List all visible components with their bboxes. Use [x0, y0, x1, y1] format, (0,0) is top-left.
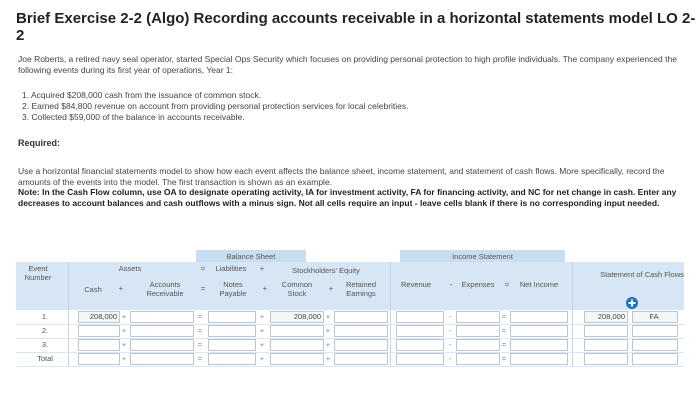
expenses-input[interactable] — [456, 311, 500, 323]
minus-operator: - — [448, 312, 452, 321]
instructions-text: Use a horizontal financial statements model to show how each event affects the balance sheet, income statement, and statement of cash flows. More specifically, record the amounts of the events into the model. The first transaction is shown as an example. — [18, 166, 665, 187]
expenses-input[interactable] — [456, 325, 500, 337]
accounts-receivable-input[interactable] — [130, 325, 194, 337]
equals-operator: = — [501, 354, 507, 363]
event-item-1: 1. Acquired $208,000 cash from the issuance of common stock. — [22, 90, 262, 100]
retained-earnings-input[interactable] — [334, 325, 388, 337]
equals-operator: = — [197, 354, 203, 363]
accounts-receivable-total-input[interactable] — [130, 353, 194, 365]
plus-operator: + — [325, 354, 331, 363]
page-title: Brief Exercise 2-2 (Algo) Recording accounts receivable in a horizontal statements model LO 2-2 — [16, 10, 696, 44]
plus-operator: + — [262, 284, 268, 293]
instructions — [18, 166, 690, 208]
cash-total-input[interactable] — [78, 353, 120, 365]
equals-operator: = — [501, 326, 507, 335]
equals-operator: = — [197, 340, 203, 349]
common-stock-total-input[interactable] — [270, 353, 324, 365]
minus-operator: - — [449, 280, 453, 289]
minus-operator: - — [448, 354, 452, 363]
cash-flow-activity-total-input[interactable] — [632, 353, 678, 365]
event-item-2: 2. Earned $84,800 revenue on account from providing personal protection services for local celebrities. — [22, 101, 409, 111]
notes-payable-input[interactable] — [208, 325, 256, 337]
equals-operator: = — [200, 264, 206, 273]
notes-payable-input[interactable] — [208, 311, 256, 323]
accounts-receivable-header: Accounts Receivable — [146, 280, 184, 298]
expenses-input[interactable] — [456, 339, 500, 351]
stockholders-equity-header: Stockholders' Equity — [292, 266, 360, 275]
event-number: 3. — [41, 340, 49, 349]
accounts-receivable-input[interactable] — [130, 339, 194, 351]
net-income-input[interactable] — [510, 325, 568, 337]
note-text: Note: In the Cash Flow column, use OA to designate operating activity, IA for investment activity, FA for financing activity, and NC for net change in cash. Enter any decreases to account balances and cash outflows with a minus sign. Not all cells require an input - leave cells blank if there is no corresponding input needed. — [18, 187, 677, 208]
net-income-header: Net Income — [519, 280, 559, 289]
plus-operator: + — [325, 326, 331, 335]
minus-operator: - — [448, 326, 452, 335]
retained-earnings-input[interactable] — [334, 311, 388, 323]
plus-operator: + — [121, 354, 127, 363]
event-number: 1. — [41, 312, 49, 321]
plus-operator: + — [121, 326, 127, 335]
income-statement-header: Income Statement — [400, 250, 565, 262]
event-number: Total — [37, 354, 53, 363]
net-income-input[interactable] — [510, 339, 568, 351]
common-stock-input[interactable] — [270, 339, 324, 351]
revenue-input[interactable] — [396, 339, 444, 351]
equals-operator: = — [501, 312, 507, 321]
equals-operator: = — [200, 284, 206, 293]
revenue-input[interactable] — [396, 311, 444, 323]
equals-operator: = — [197, 312, 203, 321]
event-list — [22, 90, 409, 123]
revenue-header: Revenue — [400, 280, 432, 289]
cash-flow-amount: 208,000 — [584, 311, 628, 323]
net-income-input[interactable] — [510, 311, 568, 323]
cash-flows-header: Statement of Cash Flows — [600, 270, 684, 279]
required-heading: Required: — [18, 138, 61, 148]
expenses-total-input[interactable] — [456, 353, 500, 365]
cash-flow-activity-input[interactable] — [632, 325, 678, 337]
common-stock-cell: 208,000 — [270, 311, 324, 323]
plus-operator: + — [259, 340, 265, 349]
event-number: 2. — [41, 326, 49, 335]
equals-operator: = — [504, 280, 510, 289]
cash-input[interactable] — [78, 339, 120, 351]
plus-operator: + — [121, 340, 127, 349]
cash-input[interactable] — [78, 325, 120, 337]
net-income-total-input[interactable] — [510, 353, 568, 365]
cash-flow-total-input[interactable] — [584, 353, 628, 365]
event-item-3: 3. Collected $59,000 of the balance in accounts receivable. — [22, 112, 245, 122]
plus-operator: + — [259, 312, 265, 321]
accounts-receivable-input[interactable] — [130, 311, 194, 323]
add-icon[interactable] — [626, 297, 638, 309]
common-stock-input[interactable] — [270, 325, 324, 337]
cash-header: Cash — [84, 285, 102, 294]
minus-operator: - — [448, 340, 452, 349]
plus-operator: + — [259, 354, 265, 363]
retained-earnings-total-input[interactable] — [334, 353, 388, 365]
cash-flow-activity-input[interactable] — [632, 339, 678, 351]
notes-payable-header: Notes Payable — [219, 280, 247, 298]
plus-operator: + — [328, 284, 334, 293]
event-number-header: Event Number — [24, 264, 52, 282]
plus-operator: + — [121, 312, 127, 321]
cash-flow-activity: FA — [632, 311, 678, 323]
cash-flow-input[interactable] — [584, 325, 628, 337]
plus-operator: + — [325, 340, 331, 349]
equals-operator: = — [501, 340, 507, 349]
balance-sheet-header: Balance Sheet — [196, 250, 306, 262]
revenue-input[interactable] — [396, 325, 444, 337]
revenue-total-input[interactable] — [396, 353, 444, 365]
common-stock-header: Common Stock — [281, 280, 313, 298]
notes-payable-input[interactable] — [208, 339, 256, 351]
equals-operator: = — [197, 326, 203, 335]
cash-cell: 208,000 — [78, 311, 120, 323]
plus-operator: + — [118, 284, 124, 293]
retained-earnings-header: Retained Earnings — [345, 280, 377, 298]
liabilities-header: Liabilities — [215, 264, 247, 273]
notes-payable-total-input[interactable] — [208, 353, 256, 365]
cash-flow-input[interactable] — [584, 339, 628, 351]
plus-operator: + — [325, 312, 331, 321]
expenses-header: Expenses — [461, 280, 495, 289]
intro-text: Joe Roberts, a retired navy seal operator, started Special Ops Security which focuses on providing personal protection to high profile individuals. The company experienced the following events during its first year of operations, Year 1: — [18, 54, 677, 75]
plus-operator: + — [259, 326, 265, 335]
retained-earnings-input[interactable] — [334, 339, 388, 351]
plus-operator: + — [259, 264, 265, 273]
assets-header: Assets — [118, 264, 142, 273]
